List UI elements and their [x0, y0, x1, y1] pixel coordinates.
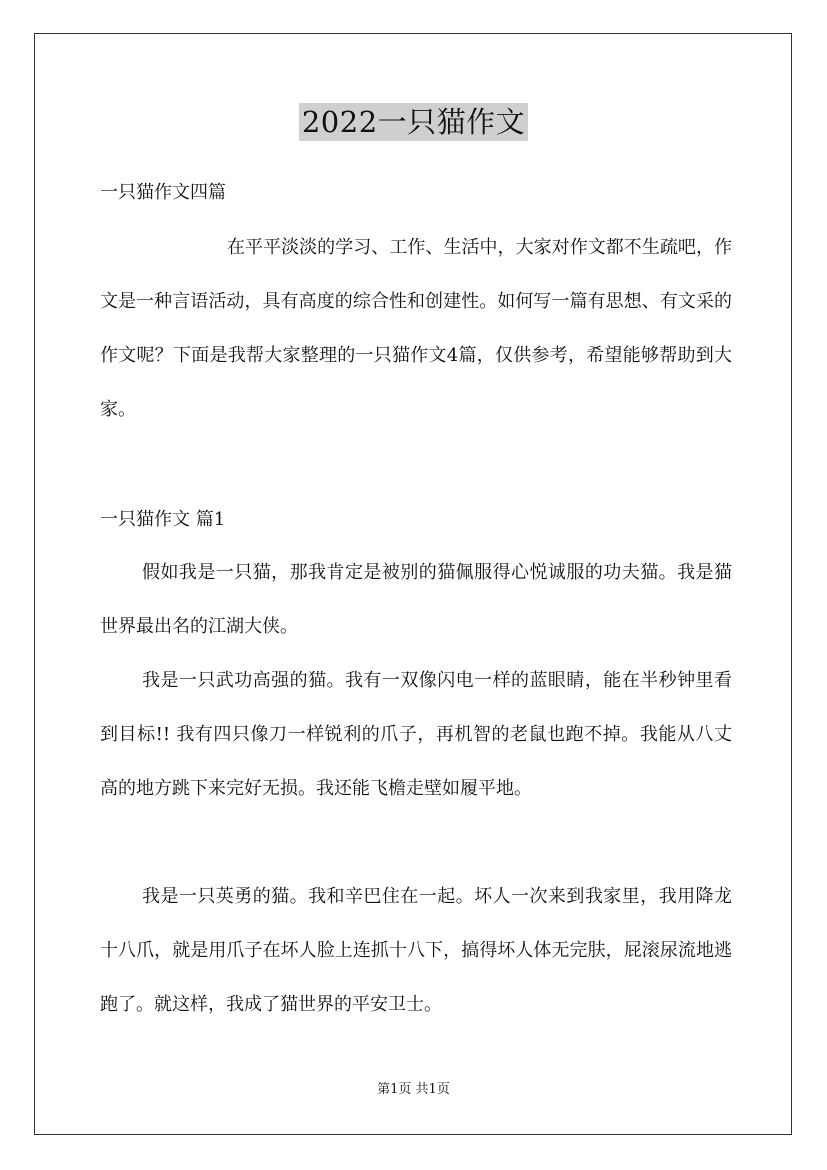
- section-title: 一只猫作文 篇1: [100, 509, 226, 530]
- page-footer: 第1页 共1页: [377, 1082, 450, 1097]
- document-subtitle: 一只猫作文四篇: [100, 182, 226, 203]
- essay-paragraph-1: 假如我是一只猫，那我肯定是被别的猫佩服得心悦诚服的功夫猫。我是猫世界最出名的江湖大侠。: [100, 562, 732, 637]
- document-title: 2022一只猫作文: [299, 103, 528, 141]
- intro-paragraph: 在平平淡淡的学习、工作、生活中，大家对作文都不生疏吧，作文是一种言语活动，具有高度的综合性和创建性。如何写一篇有思想、有文采的作文呢？下面是我帮大家整理的一只猫作文4篇，仅供参考，希望能够帮助到大家。: [100, 237, 732, 420]
- essay-paragraph-2: 我是一只武功高强的猫。我有一双像闪电一样的蓝眼睛，能在半秒钟里看到目标!! 我有四只像刀一样锐利的爪子，再机智的老鼠也跑不掉。我能从八丈高的地方跳下来完好无损。我还能飞檐走壁如履平地。: [100, 670, 732, 799]
- essay-paragraph-3: 我是一只英勇的猫。我和辛巴住在一起。坏人一次来到我家里，我用降龙十八爪，就是用爪子在坏人脸上连抓十八下，搞得坏人体无完肤，屁滚尿流地逃跑了。就这样，我成了猫世界的平安卫士。: [100, 886, 732, 1015]
- title-container: [0, 103, 827, 141]
